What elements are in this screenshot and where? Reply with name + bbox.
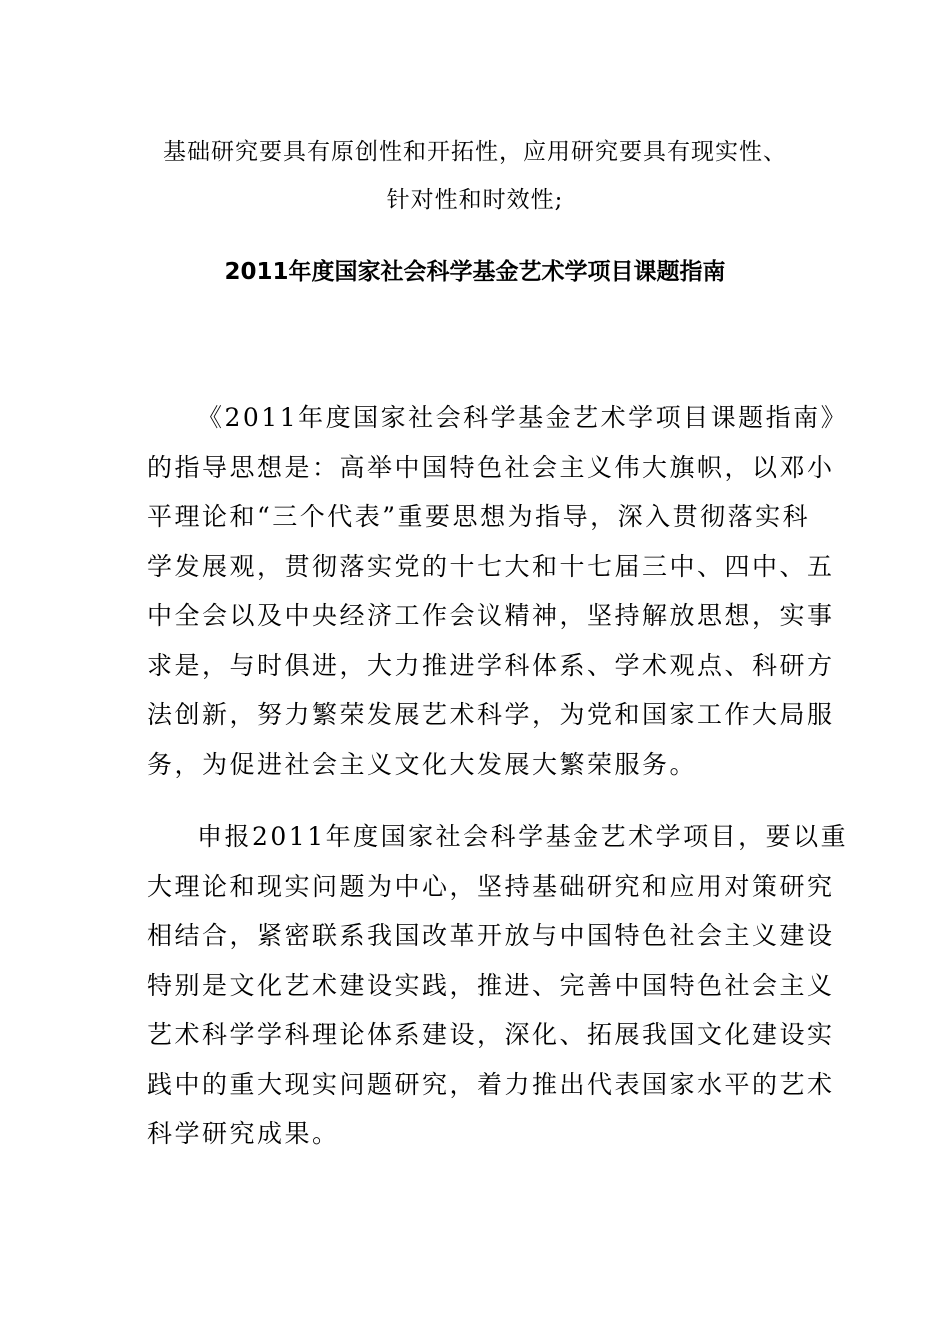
paragraph-line: 求是，与时俱进，大力推进学科体系、学术观点、科研方: [147, 650, 835, 680]
paragraph-line: 科学研究成果。: [147, 1119, 340, 1148]
paragraph-line: 相结合，紧密联系我国改革开放与中国特色社会主义建设: [147, 921, 835, 950]
intro-line-2: 针对性和时效性;: [386, 187, 564, 213]
paragraph-application-requirements: [147, 812, 849, 1159]
intro-line-1: 基础研究要具有原创性和开拓性，应用研究要具有现实性、: [163, 139, 787, 165]
paragraph-line: 申报2011年度国家社会科学基金艺术学项目，要以重: [197, 822, 849, 851]
paragraph-line: 艺术科学学科理论体系建设，深化、拓展我国文化建设实: [147, 1020, 835, 1049]
paragraph-line: 法创新，努力繁荣发展艺术科学，为党和国家工作大局服: [147, 700, 835, 729]
paragraph-line: 中全会以及中央经济工作会议精神，坚持解放思想，实事: [147, 601, 835, 630]
paragraph-line: 《2011年度国家社会科学基金艺术学项目课题指南》: [197, 403, 849, 432]
paragraph-line: 特别是文化艺术建设实践，推进、完善中国特色社会主义: [147, 970, 835, 1000]
paragraph-line: 学发展观，贯彻落实党的十七大和十七届三中、四中、五: [147, 551, 835, 581]
paragraph-line: 大理论和现实问题为中心，坚持基础研究和应用对策研究: [147, 871, 835, 901]
paragraph-guiding-ideology: [147, 393, 849, 789]
paragraph-line: 的指导思想是：高举中国特色社会主义伟大旗帜，以邓小: [147, 452, 835, 482]
paragraph-line: 务，为促进社会主义文化大发展大繁荣服务。: [147, 749, 698, 779]
document-title: 2011年度国家社会科学基金艺术学项目课题指南: [224, 259, 726, 285]
paragraph-line: 践中的重大现实问题研究，着力推出代表国家水平的艺术: [147, 1069, 835, 1099]
paragraph-line: 平理论和“三个代表”重要思想为指导，深入贯彻落实科: [147, 502, 811, 531]
